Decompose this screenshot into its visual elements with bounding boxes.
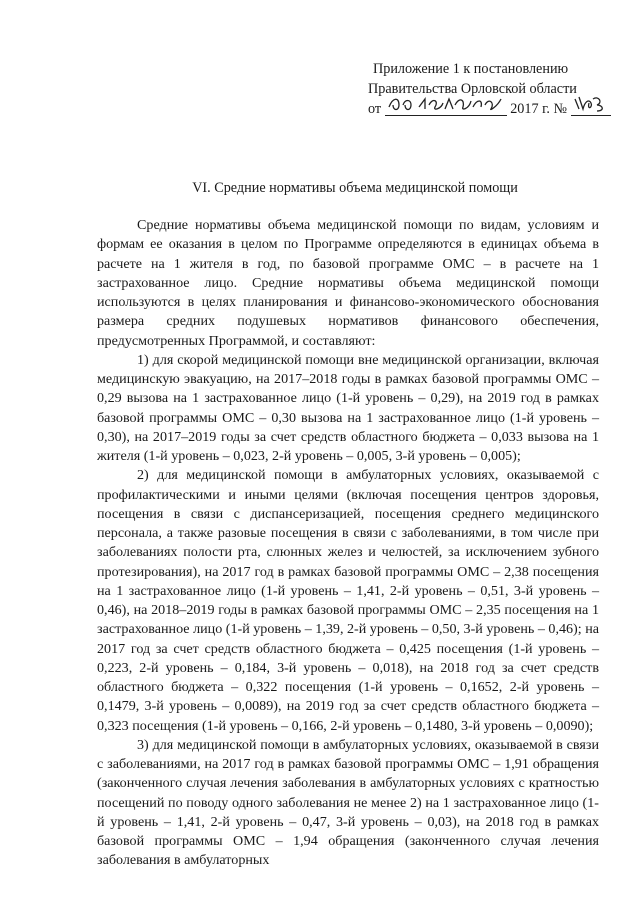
government-line: Правительства Орловской области <box>368 80 577 97</box>
date-number-line <box>368 99 608 120</box>
paragraph-emergency-care: 1) для скорой медицинской помощи вне медицинской организации, включая медицинскую эвакуацию, на 2017–2018 годы в рамках базовой программы ОМС – 0,29 вызова на 1 застрахованное лицо (1-й уровень – 0,29), на 2019 год в рамках базовой программы ОМС – 0,30 вызова на 1 застрахованное лицо (1-й уровень – 0,30), на 2017–2019 годы за счет средств областного бюджета – 0,033 вызова на 1 жителя (1-й уровень – 0,023, 2-й уровень – 0,005, 3-й уровень – 0,005); <box>97 351 599 464</box>
appendix-line: Приложение 1 к постановлению <box>373 61 569 77</box>
section-title: VI. Средние нормативы объема медицинской помощи <box>192 180 518 196</box>
paragraph-outpatient-disease: 3) для медицинской помощи в амбулаторных условиях, оказываемой в связи с заболеваниями, на 2017 год в рамках базовой программы ОМС – 1,91 обращения (законченного случая лечения заболевания в амбулаторных условиях с кратностью посещений по поводу одного заболевания не менее 2) на 1 застрахованное лицо (1-й уровень – 1,41, 2-й уровень – 0,47, 3-й уровень – 0,03), на 2018 год в рамках базовой программы ОМС – 1,94 обращения (законченного случая лечения заболевания в амбулаторных <box>97 736 599 869</box>
paragraph-intro: Средние нормативы объема медицинской помощи по видам, условиям и формам ее оказания в целом по Программе определяются в единицах объема в расчете на 1 жителя в год, по базовой программе ОМС – в расчете на 1 застрахованное лицо. Средние нормативы объема медицинской помощи используются в целях планирования и финансово-экономического обоснования размера средних подушевых нормативов финансового обеспечения, предусмотренных Программой, и составляют: <box>97 217 599 349</box>
handwritten-number-scribble <box>571 93 611 115</box>
body-text <box>97 216 599 871</box>
handwritten-date-scribble <box>385 93 507 115</box>
number-prefix: № <box>553 101 567 117</box>
paragraph-outpatient-preventive: 2) для медицинской помощи в амбулаторных условиях, оказываемой с профилактическими и иными целями (включая посещения центров здоровья, посещения в связи с диспансеризацией, посещения среднего медицинского персонала, а также разовые посещения в связи с заболеваниями, в том числе при заболеваниях полости рта, слюнных желез и челюстей, за исключением зубного протезирования), на 2017 год в рамках базовой программы ОМС – 2,38 посещения на 1 застрахованное лицо (1-й уровень – 1,41, 2-й уровень – 0,51, 3-й уровень – 0,46), на 2018–2019 годы в рамках базовой программы ОМС – 2,35 посещения на 1 застрахованное лицо (1-й уровень – 1,39, 2-й уровень – 0,50, 3-й уровень – 0,46); на 2017 год за счет средств областного бюджета – 0,425 посещения (1-й уровень – 0,223, 2-й уровень – 0,184, 3-й уровень – 0,018), на 2018 год за счет средств областного бюджета – 0,322 посещения (1-й уровень – 0,1652, 2-й уровень – 0,1479, 3-й уровень – 0,0089), на 2019 год за счет средств областного бюджета – 0,323 посещения (1-й уровень – 0,166, 2-й уровень – 0,1480, 3-й уровень – 0,0090); <box>97 467 599 734</box>
appendix-header <box>368 60 608 120</box>
year-text: 2017 г. <box>510 101 550 117</box>
handwritten-date <box>385 99 507 116</box>
date-prefix: от <box>368 101 382 117</box>
handwritten-number <box>571 99 611 116</box>
